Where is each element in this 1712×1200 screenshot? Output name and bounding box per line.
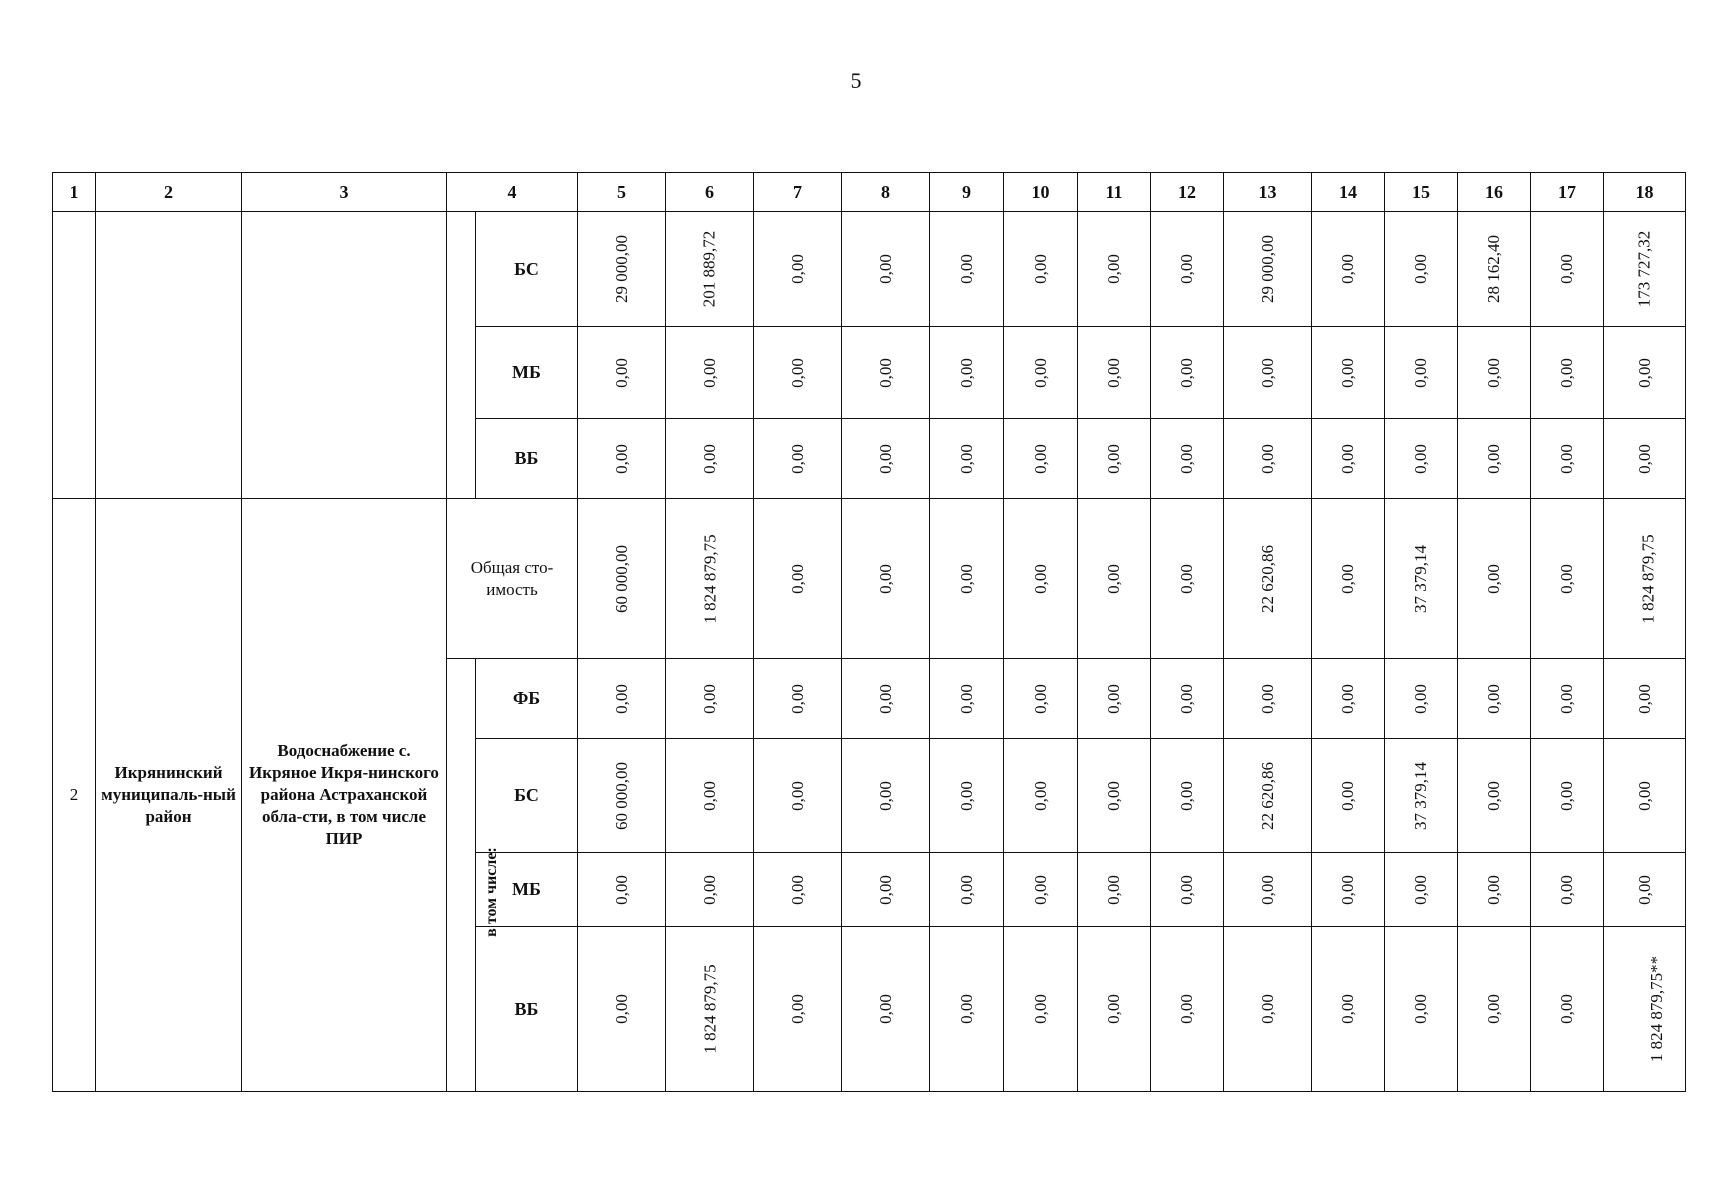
value: 0,00 bbox=[1104, 443, 1123, 474]
value-cell bbox=[1385, 853, 1458, 927]
value-cell bbox=[1078, 739, 1151, 853]
item-number: 2 bbox=[69, 785, 79, 804]
value-cell bbox=[842, 853, 930, 927]
district-cell bbox=[96, 499, 242, 1092]
value: 0,00 bbox=[1257, 994, 1277, 1024]
col-header-8: 8 bbox=[842, 173, 930, 212]
value-cell bbox=[1312, 327, 1385, 419]
col-header-18: 18 bbox=[1604, 173, 1686, 212]
value-cell bbox=[1604, 927, 1686, 1092]
value: 0,00 bbox=[1177, 563, 1196, 594]
source-cell bbox=[476, 659, 578, 739]
value-cell bbox=[1078, 419, 1151, 499]
value-cell bbox=[1312, 927, 1385, 1092]
value-cell bbox=[1604, 853, 1686, 927]
value-cell bbox=[1385, 212, 1458, 327]
value-cell bbox=[578, 499, 666, 659]
value-cell bbox=[1151, 659, 1224, 739]
source-cell bbox=[476, 212, 578, 327]
value: 0,00 bbox=[1338, 994, 1357, 1024]
value: 0,00 bbox=[787, 254, 807, 284]
value-cell bbox=[666, 499, 754, 659]
value: 0,00 bbox=[1484, 357, 1503, 388]
value: 0,00 bbox=[611, 443, 631, 474]
value: 0,00 bbox=[699, 683, 719, 714]
value-cell bbox=[1004, 853, 1078, 927]
value-cell bbox=[1458, 212, 1531, 327]
value-cell bbox=[930, 927, 1004, 1092]
value: 0,00 bbox=[1338, 683, 1357, 714]
value: 0,00 bbox=[1030, 994, 1050, 1024]
value: 0,00 bbox=[1257, 874, 1277, 905]
value: 0,00 bbox=[699, 443, 719, 474]
value: 0,00 bbox=[1177, 683, 1196, 714]
value-cell bbox=[842, 212, 930, 327]
value-cell bbox=[1458, 327, 1531, 419]
value-cell bbox=[1458, 499, 1531, 659]
value: 0,00 bbox=[787, 357, 807, 388]
value-cell bbox=[1531, 927, 1604, 1092]
value: 37 379,14 bbox=[1411, 544, 1430, 613]
col-header-15: 15 bbox=[1385, 173, 1458, 212]
value-cell bbox=[1224, 739, 1312, 853]
value-cell bbox=[1385, 327, 1458, 419]
value-cell bbox=[666, 853, 754, 927]
value: 0,00 bbox=[1338, 357, 1357, 388]
value: 0,00 bbox=[787, 780, 807, 811]
value-cell bbox=[1385, 499, 1458, 659]
value-cell bbox=[1312, 212, 1385, 327]
value: 1 824 879,75 bbox=[700, 964, 720, 1054]
continued-district-cell bbox=[96, 212, 242, 499]
value-cell bbox=[578, 327, 666, 419]
value-cell bbox=[754, 499, 842, 659]
col-header-7: 7 bbox=[754, 173, 842, 212]
value: 0,00 bbox=[1484, 874, 1503, 905]
value-cell bbox=[1458, 739, 1531, 853]
value-cell bbox=[1458, 853, 1531, 927]
value: 0,00 bbox=[1338, 563, 1357, 594]
value-cell bbox=[1078, 853, 1151, 927]
value: 0,00 bbox=[1030, 443, 1050, 474]
value: 0,00 bbox=[1177, 254, 1196, 284]
value: 0,00 bbox=[875, 443, 895, 474]
value-cell bbox=[754, 327, 842, 419]
value-cell bbox=[930, 499, 1004, 659]
value: 0,00 bbox=[1634, 683, 1654, 714]
value-cell bbox=[578, 659, 666, 739]
value: 0,00 bbox=[1484, 443, 1503, 474]
value-cell bbox=[1151, 927, 1224, 1092]
value-cell bbox=[1531, 212, 1604, 327]
value-cell bbox=[666, 659, 754, 739]
value: 0,00 bbox=[875, 683, 895, 714]
value: 28 162,40 bbox=[1484, 235, 1503, 303]
value-cell bbox=[1312, 853, 1385, 927]
value: 0,00 bbox=[1338, 780, 1357, 811]
value: 0,00 bbox=[1484, 994, 1503, 1024]
value-cell bbox=[930, 853, 1004, 927]
value: 0,00 bbox=[1634, 357, 1654, 388]
col-header-12: 12 bbox=[1151, 173, 1224, 212]
value-cell bbox=[754, 212, 842, 327]
value: 0,00 bbox=[699, 357, 719, 388]
source-label: БС bbox=[514, 785, 539, 805]
value: 0,00 bbox=[1634, 874, 1654, 905]
item-number-cell bbox=[53, 499, 96, 1092]
value: 0,00 bbox=[875, 563, 895, 594]
continued-object-cell bbox=[242, 212, 447, 499]
value-cell bbox=[1004, 927, 1078, 1092]
value-cell bbox=[1151, 499, 1224, 659]
budget-table bbox=[52, 172, 1686, 1092]
value-cell bbox=[1224, 419, 1312, 499]
value-cell bbox=[1531, 853, 1604, 927]
value: 0,00 bbox=[1484, 780, 1503, 811]
value: 0,00 bbox=[1557, 874, 1576, 905]
value: 0,00 bbox=[699, 780, 719, 811]
value-cell bbox=[930, 419, 1004, 499]
value-cell bbox=[1224, 327, 1312, 419]
value-cell bbox=[930, 739, 1004, 853]
object-name: Водоснабжение с. Икряное Икря-нинского района Астраханской обла-сти, в том числе ПИР bbox=[249, 741, 439, 848]
value-cell bbox=[578, 419, 666, 499]
continued-including-cell bbox=[447, 212, 476, 499]
object-cell bbox=[242, 499, 447, 1092]
value: 201 889,72 bbox=[699, 230, 719, 308]
value-cell bbox=[754, 659, 842, 739]
value-cell bbox=[1385, 659, 1458, 739]
value-cell bbox=[754, 853, 842, 927]
source-label: ВБ bbox=[514, 998, 539, 1019]
value-cell bbox=[842, 927, 930, 1092]
value: 0,00 bbox=[1484, 563, 1503, 594]
value: 0,00 bbox=[1557, 780, 1576, 811]
value: 0,00 bbox=[956, 874, 976, 905]
value-cell bbox=[578, 853, 666, 927]
value-cell bbox=[1151, 419, 1224, 499]
total-cost-label: Общая сто-имость bbox=[470, 557, 554, 599]
value: 0,00 bbox=[1257, 443, 1277, 474]
value-cell bbox=[1604, 212, 1686, 327]
value-cell bbox=[1531, 739, 1604, 853]
source-cell bbox=[476, 927, 578, 1092]
value: 0,00 bbox=[875, 780, 895, 811]
col-header-4: 4 bbox=[447, 173, 578, 212]
value: 0,00 bbox=[1411, 683, 1430, 714]
value: 0,00 bbox=[956, 254, 976, 284]
value-cell bbox=[666, 739, 754, 853]
value-cell bbox=[1224, 499, 1312, 659]
value: 0,00 bbox=[1030, 874, 1050, 905]
value: 0,00 bbox=[1104, 874, 1123, 905]
value-cell bbox=[1385, 927, 1458, 1092]
value: 0,00 bbox=[1177, 443, 1196, 474]
value: 1 824 879,75** bbox=[1647, 955, 1667, 1063]
value-cell bbox=[578, 739, 666, 853]
value: 0,00 bbox=[1338, 254, 1357, 284]
value-cell bbox=[930, 212, 1004, 327]
value-cell bbox=[1078, 659, 1151, 739]
value-cell bbox=[754, 419, 842, 499]
value: 0,00 bbox=[956, 683, 976, 714]
value-cell bbox=[666, 212, 754, 327]
value: 0,00 bbox=[1411, 874, 1430, 905]
value: 0,00 bbox=[1030, 254, 1050, 284]
value: 37 379,14 bbox=[1411, 761, 1430, 830]
source-cell bbox=[476, 327, 578, 419]
value-cell bbox=[1312, 739, 1385, 853]
col-header-10: 10 bbox=[1004, 173, 1078, 212]
value: 0,00 bbox=[1557, 994, 1576, 1024]
value: 173 727,32 bbox=[1634, 230, 1654, 308]
value: 0,00 bbox=[787, 994, 807, 1024]
total-cost-row bbox=[53, 499, 1686, 659]
col-header-3: 3 bbox=[242, 173, 447, 212]
col-header-6: 6 bbox=[666, 173, 754, 212]
value-cell bbox=[930, 659, 1004, 739]
value: 0,00 bbox=[1634, 780, 1654, 811]
col-header-13: 13 bbox=[1224, 173, 1312, 212]
value: 0,00 bbox=[956, 443, 976, 474]
value-cell bbox=[1078, 499, 1151, 659]
value: 0,00 bbox=[1177, 874, 1196, 905]
continued-row bbox=[53, 212, 1686, 327]
source-label: ВБ bbox=[514, 448, 539, 468]
value-cell bbox=[666, 419, 754, 499]
value-cell bbox=[842, 327, 930, 419]
value: 0,00 bbox=[1030, 780, 1050, 811]
value-cell bbox=[1604, 739, 1686, 853]
value-cell bbox=[1151, 212, 1224, 327]
value: 22 620,86 bbox=[1257, 544, 1277, 613]
value: 0,00 bbox=[1104, 357, 1123, 388]
col-header-1: 1 bbox=[53, 173, 96, 212]
source-cell bbox=[476, 739, 578, 853]
source-cell bbox=[476, 419, 578, 499]
value-cell bbox=[1078, 212, 1151, 327]
value: 0,00 bbox=[956, 994, 976, 1024]
value-cell bbox=[1078, 327, 1151, 419]
value-cell bbox=[1312, 659, 1385, 739]
value: 0,00 bbox=[1104, 994, 1123, 1024]
value: 0,00 bbox=[1557, 357, 1576, 388]
value: 0,00 bbox=[1257, 357, 1277, 388]
col-header-9: 9 bbox=[930, 173, 1004, 212]
value: 0,00 bbox=[1104, 254, 1123, 284]
including-label-cell bbox=[447, 659, 500, 1092]
value-cell bbox=[1004, 659, 1078, 739]
value-cell bbox=[1458, 927, 1531, 1092]
value-cell bbox=[1458, 419, 1531, 499]
value: 0,00 bbox=[1177, 994, 1196, 1024]
value: 0,00 bbox=[1557, 443, 1576, 474]
value: 0,00 bbox=[1104, 683, 1123, 714]
value: 0,00 bbox=[956, 357, 976, 388]
value-cell bbox=[1224, 927, 1312, 1092]
value: 0,00 bbox=[611, 357, 631, 388]
value-cell bbox=[754, 739, 842, 853]
value-cell bbox=[1004, 419, 1078, 499]
value: 1 824 879,75 bbox=[700, 533, 720, 624]
value: 60 000,00 bbox=[611, 761, 631, 830]
value-cell bbox=[842, 659, 930, 739]
value-cell bbox=[1004, 212, 1078, 327]
source-label: МБ bbox=[512, 879, 541, 899]
value: 0,00 bbox=[1104, 563, 1123, 594]
value: 0,00 bbox=[1104, 780, 1123, 811]
value: 0,00 bbox=[1030, 357, 1050, 388]
value: 0,00 bbox=[1411, 254, 1430, 284]
value-cell bbox=[1151, 327, 1224, 419]
total-cost-label-cell bbox=[447, 499, 578, 659]
value: 0,00 bbox=[1338, 874, 1357, 905]
value-cell bbox=[1531, 327, 1604, 419]
value: 1 824 879,75 bbox=[1638, 533, 1658, 624]
value-cell bbox=[1151, 853, 1224, 927]
value: 0,00 bbox=[875, 994, 895, 1024]
value: 0,00 bbox=[1257, 683, 1277, 714]
source-label: БС bbox=[514, 258, 539, 279]
value-cell bbox=[1224, 659, 1312, 739]
value-cell bbox=[1604, 419, 1686, 499]
value: 0,00 bbox=[1411, 357, 1430, 388]
value: 0,00 bbox=[611, 874, 631, 905]
value: 0,00 bbox=[1177, 357, 1196, 388]
value: 29 000,00 bbox=[1257, 235, 1277, 303]
value: 0,00 bbox=[611, 683, 631, 714]
col-header-11: 11 bbox=[1078, 173, 1151, 212]
value: 0,00 bbox=[875, 357, 895, 388]
value-cell bbox=[842, 739, 930, 853]
value: 0,00 bbox=[1030, 563, 1050, 594]
value-cell bbox=[1312, 499, 1385, 659]
value: 0,00 bbox=[787, 874, 807, 905]
value: 0,00 bbox=[1557, 254, 1576, 284]
value-cell bbox=[1004, 739, 1078, 853]
value: 0,00 bbox=[787, 683, 807, 714]
value-cell bbox=[1004, 499, 1078, 659]
value-cell bbox=[1604, 659, 1686, 739]
value-cell bbox=[578, 927, 666, 1092]
page-number: 5 bbox=[850, 68, 862, 93]
value: 29 000,00 bbox=[611, 235, 631, 303]
value: 0,00 bbox=[787, 563, 807, 594]
col-header-5: 5 bbox=[578, 173, 666, 212]
col-header-14: 14 bbox=[1312, 173, 1385, 212]
value-cell bbox=[1312, 419, 1385, 499]
value-cell bbox=[842, 499, 930, 659]
source-label: МБ bbox=[512, 362, 541, 382]
value-cell bbox=[842, 419, 930, 499]
value: 0,00 bbox=[1484, 683, 1503, 714]
value: 0,00 bbox=[1634, 443, 1654, 474]
value: 0,00 bbox=[1411, 443, 1430, 474]
value-cell bbox=[1531, 659, 1604, 739]
value: 0,00 bbox=[787, 443, 807, 474]
value: 22 620,86 bbox=[1257, 761, 1277, 830]
value: 0,00 bbox=[1557, 563, 1576, 594]
value-cell bbox=[754, 927, 842, 1092]
column-number-row bbox=[53, 173, 1686, 212]
value-cell bbox=[666, 327, 754, 419]
value-cell bbox=[1385, 739, 1458, 853]
value-cell bbox=[1604, 327, 1686, 419]
value-cell bbox=[1458, 659, 1531, 739]
value-cell bbox=[1604, 499, 1686, 659]
value-cell bbox=[1224, 853, 1312, 927]
value: 60 000,00 bbox=[611, 544, 631, 613]
value: 0,00 bbox=[1557, 683, 1576, 714]
value-cell bbox=[930, 327, 1004, 419]
value-cell bbox=[1078, 927, 1151, 1092]
value: 0,00 bbox=[956, 563, 976, 594]
value: 0,00 bbox=[1030, 683, 1050, 714]
continued-number-cell bbox=[53, 212, 96, 499]
value: 0,00 bbox=[1338, 443, 1357, 474]
value-cell bbox=[578, 212, 666, 327]
value: 0,00 bbox=[875, 254, 895, 284]
value-cell bbox=[666, 927, 754, 1092]
value-cell bbox=[1531, 499, 1604, 659]
value: 0,00 bbox=[1177, 780, 1196, 811]
value: 0,00 bbox=[875, 874, 895, 905]
col-header-17: 17 bbox=[1531, 173, 1604, 212]
including-label: в том числе: bbox=[482, 847, 500, 937]
col-header-2: 2 bbox=[96, 173, 242, 212]
value-cell bbox=[1385, 419, 1458, 499]
col-header-16: 16 bbox=[1458, 173, 1531, 212]
value-cell bbox=[1224, 212, 1312, 327]
value: 0,00 bbox=[956, 780, 976, 811]
value: 0,00 bbox=[611, 994, 631, 1024]
district-name: Икрянинский муниципаль-ный район bbox=[101, 763, 236, 826]
value-cell bbox=[1004, 327, 1078, 419]
value-cell bbox=[1531, 419, 1604, 499]
value: 0,00 bbox=[699, 874, 719, 905]
value-cell bbox=[1151, 739, 1224, 853]
source-label: ФБ bbox=[512, 688, 541, 708]
value: 0,00 bbox=[1411, 994, 1430, 1024]
